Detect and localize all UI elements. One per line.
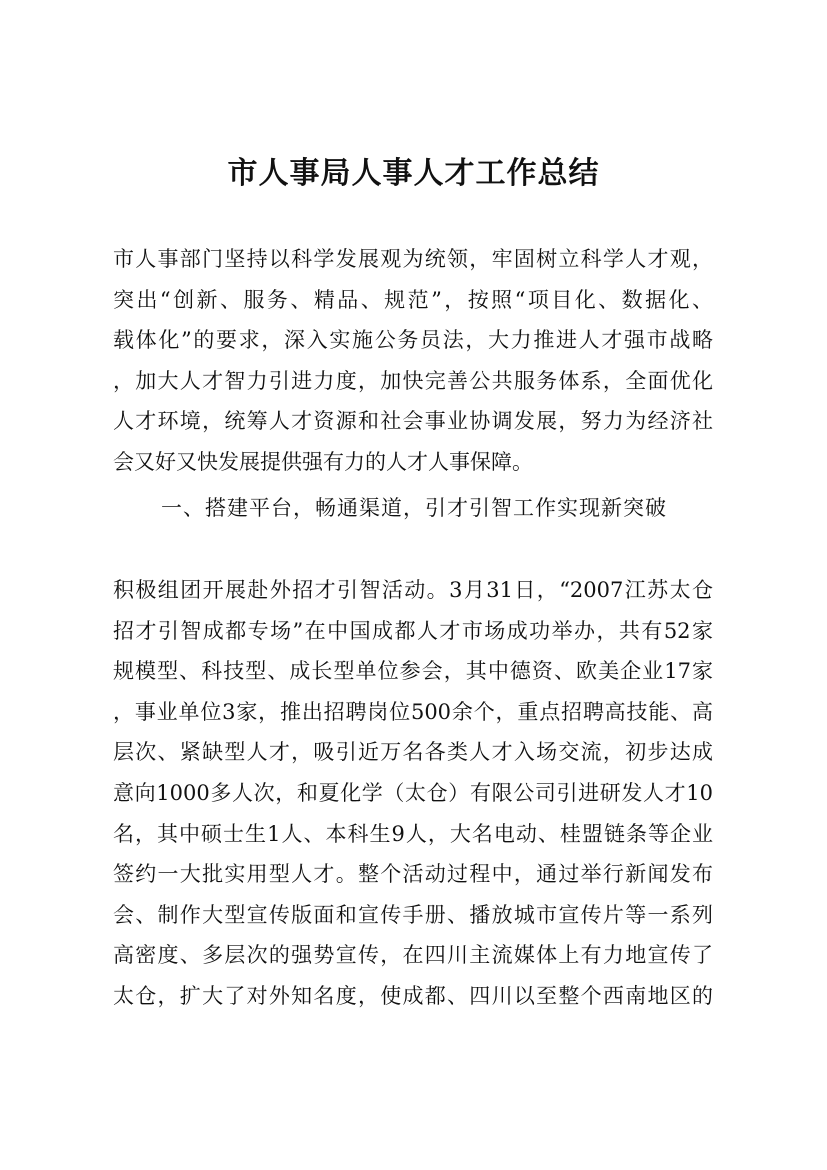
body-line: 意向1000多人次，和夏化学（太仓）有限公司引进研发人才10	[113, 780, 713, 805]
intro-line: 市人事部门坚持以科学发展观为统领，牢固树立科学人才观，	[113, 247, 713, 271]
intro-paragraph	[113, 239, 713, 483]
intro-line: 载体化”的要求，深入实施公务员法，大力推进人才强市战略	[113, 328, 713, 353]
body-line: 太仓，扩大了对外知名度，使成都、四川以至整个西南地区的	[113, 983, 713, 1008]
intro-line: 人才环境，统筹人才资源和社会事业协调发展，努力为经济社	[113, 409, 713, 434]
body-line: 规模型、科技型、成长型单位参会，其中德资、欧美企业17家	[113, 659, 713, 684]
body-paragraph	[113, 570, 713, 1017]
body-line: 高密度、多层次的强势宣传，在四川主流媒体上有力地宣传了	[113, 943, 713, 968]
body-line: 积极组团开展赴外招才引智活动。3月31日，“2007江苏太仓	[113, 578, 713, 602]
section-heading: 一、搭建平台，畅通渠道，引才引智工作实现新突破	[161, 496, 667, 520]
body-line: 签约一大批实用型人才。整个活动过程中，通过举行新闻发布	[113, 862, 713, 887]
intro-line: ，加大人才智力引进力度，加快完善公共服务体系，全面优化	[113, 368, 713, 393]
intro-line: 突出“创新、服务、精品、规范”，按照“项目化、数据化、	[113, 287, 713, 312]
body-line: 会、制作大型宣传版面和宣传手册、播放城市宣传片等一系列	[113, 902, 713, 927]
body-line: 名，其中硕士生1人、本科生9人，大名电动、桂盟链条等企业	[113, 821, 713, 846]
body-line: 层次、紧缺型人才，吸引近万名各类人才入场交流，初步达成	[113, 740, 713, 765]
body-line: ，事业单位3家，推出招聘岗位500余个，重点招聘高技能、高	[113, 699, 713, 724]
intro-line: 会又好又快发展提供强有力的人才人事保障。	[113, 449, 533, 474]
document-title: 市人事局人事人才工作总结	[227, 156, 600, 191]
body-line: 招才引智成都专场”在中国成都人才市场成功举办，共有52家	[113, 618, 713, 643]
